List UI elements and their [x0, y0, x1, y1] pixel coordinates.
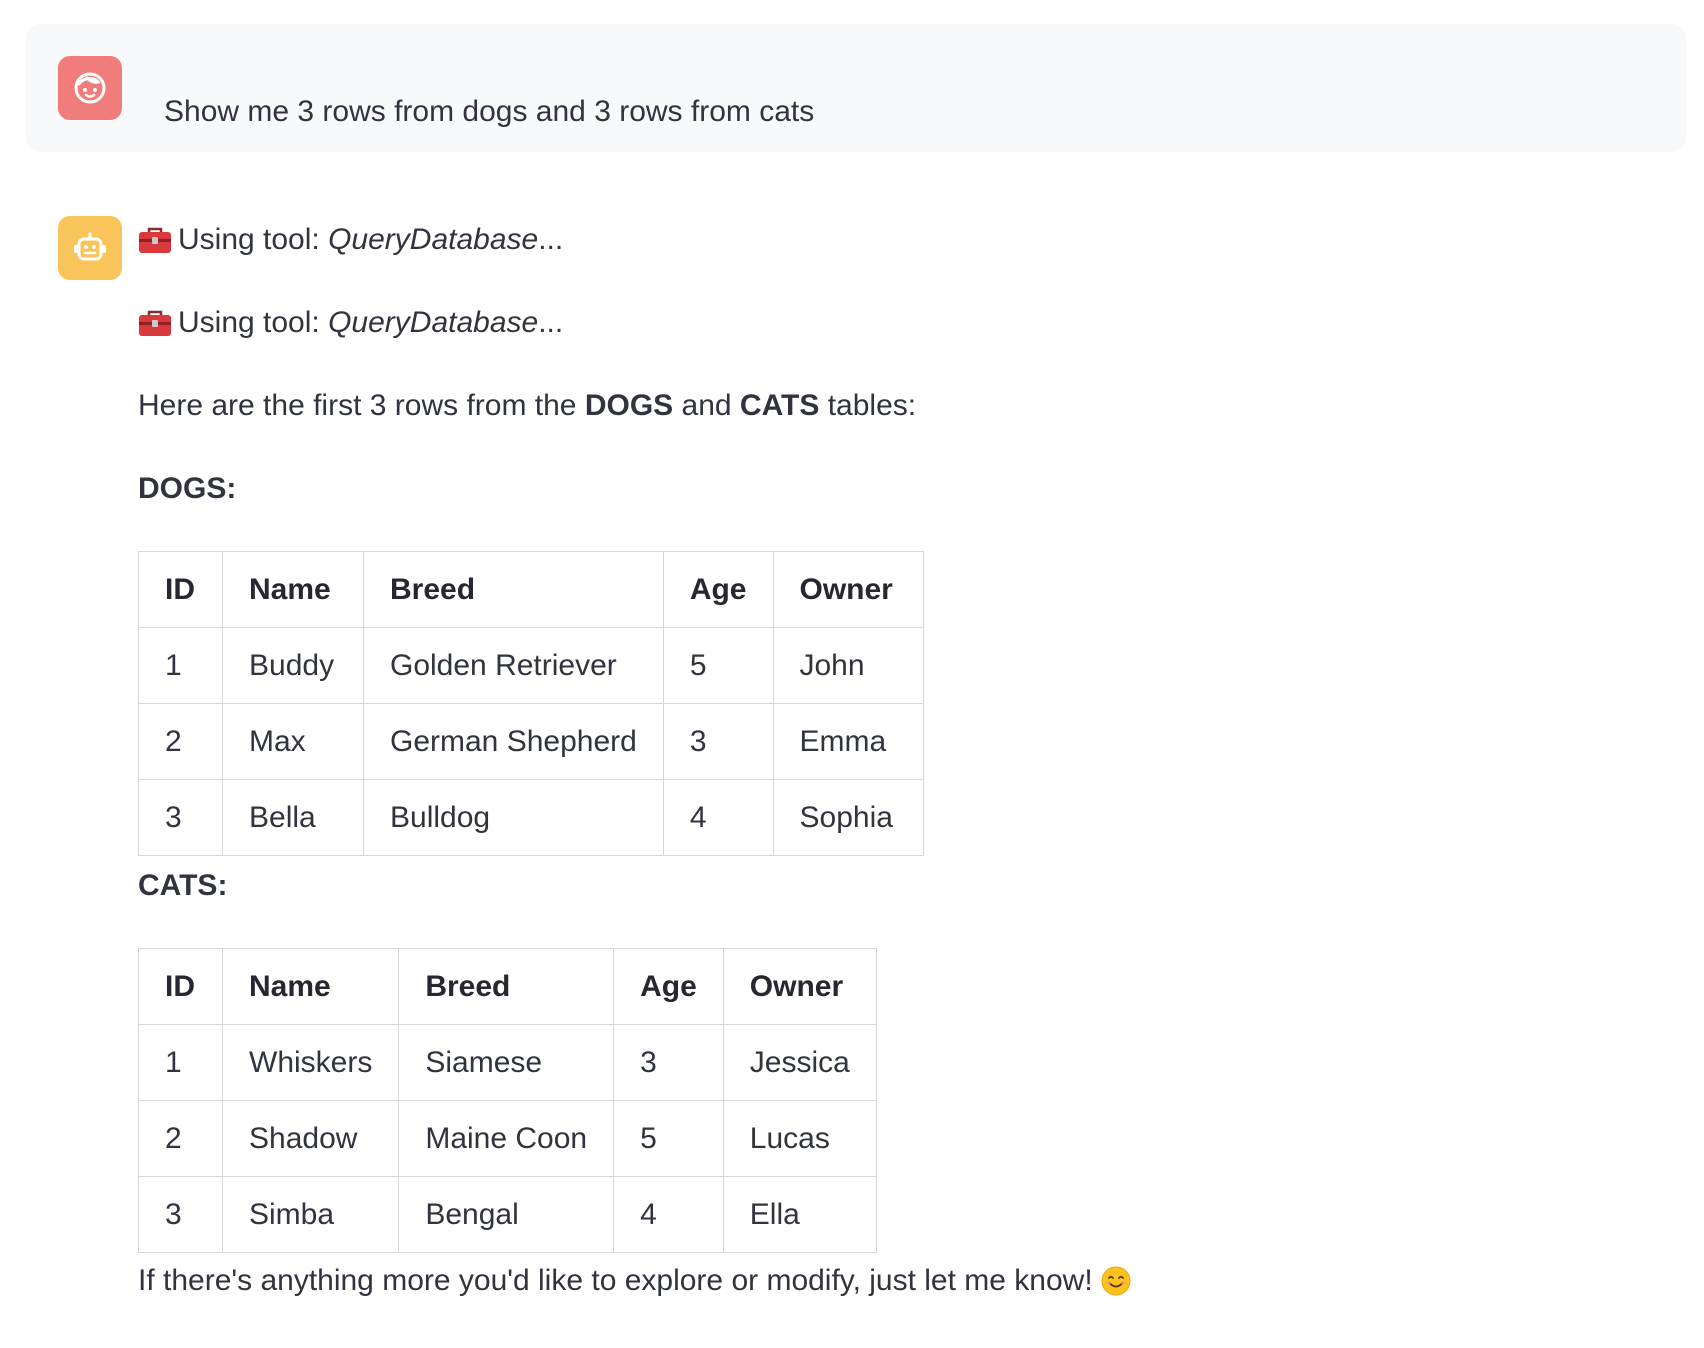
table-row — [139, 780, 924, 856]
table-cell: Jessica — [723, 1025, 876, 1101]
table-row — [139, 628, 924, 704]
table-cell: 2 — [139, 704, 223, 780]
table-cell: 5 — [663, 628, 773, 704]
tool-name: QueryDatabase — [328, 306, 539, 339]
table-cell: 3 — [614, 1025, 724, 1101]
table-cell: Max — [223, 704, 364, 780]
table-cell: Whiskers — [223, 1025, 399, 1101]
user-message — [26, 24, 1686, 152]
table-cell: 3 — [139, 1177, 223, 1253]
table-row — [139, 1025, 877, 1101]
column-header: Age — [663, 552, 773, 628]
assistant-avatar — [58, 216, 122, 280]
user-avatar — [58, 56, 122, 120]
table-cell: 3 — [139, 780, 223, 856]
table-header-row — [139, 552, 924, 628]
table-cell: German Shepherd — [364, 704, 664, 780]
tool-call-suffix: ... — [538, 223, 564, 256]
robot-icon — [70, 228, 110, 268]
column-header: Age — [614, 949, 724, 1025]
table-cell: 1 — [139, 1025, 223, 1101]
toolbox-icon — [138, 226, 172, 254]
table-cell: Sophia — [773, 780, 923, 856]
table-cell: Emma — [773, 704, 923, 780]
dogs-table — [138, 551, 924, 856]
tool-call-prefix: Using tool: — [178, 306, 329, 339]
table-cell: Maine Coon — [399, 1101, 614, 1177]
table-cell: 1 — [139, 628, 223, 704]
user-message-text: Show me 3 rows from dogs and 3 rows from cats — [164, 95, 815, 128]
table-cell: 3 — [663, 704, 773, 780]
column-header: Name — [223, 552, 364, 628]
table-cell: 5 — [614, 1101, 724, 1177]
column-header: Owner — [773, 552, 923, 628]
intro-text: and — [673, 389, 740, 422]
table-cell: Bengal — [399, 1177, 614, 1253]
table-cell: Shadow — [223, 1101, 399, 1177]
cats-table — [138, 948, 877, 1253]
table-cell: Golden Retriever — [364, 628, 664, 704]
intro-dogs-bold: DOGS — [584, 389, 674, 422]
smiling-face-emoji-icon — [1101, 1266, 1131, 1296]
intro-paragraph — [138, 386, 1638, 426]
table-row — [139, 1101, 877, 1177]
tool-name: QueryDatabase — [328, 223, 539, 256]
closing-text: If there's anything more you'd like to explore or modify, just let me know! — [138, 1264, 1093, 1297]
user-face-icon — [70, 68, 110, 108]
intro-cats-bold: CATS — [739, 389, 820, 422]
tool-call-suffix: ... — [538, 306, 564, 339]
table-row — [139, 704, 924, 780]
toolbox-icon — [138, 309, 172, 337]
tool-call-line — [138, 220, 1638, 260]
table-header-row — [139, 949, 877, 1025]
dogs-heading: DOGS: — [138, 472, 237, 505]
table-cell: Siamese — [399, 1025, 614, 1101]
intro-text: tables: — [819, 389, 917, 422]
tool-call-prefix: Using tool: — [178, 223, 329, 256]
table-cell: Ella — [723, 1177, 876, 1253]
table-cell: Buddy — [223, 628, 364, 704]
table-cell: Simba — [223, 1177, 399, 1253]
column-header: Breed — [399, 949, 614, 1025]
table-cell: 4 — [614, 1177, 724, 1253]
column-header: ID — [139, 552, 223, 628]
table-cell: John — [773, 628, 923, 704]
table-row — [139, 1177, 877, 1253]
column-header: Name — [223, 949, 399, 1025]
table-cell: 2 — [139, 1101, 223, 1177]
column-header: Breed — [364, 552, 664, 628]
assistant-message — [138, 220, 1638, 1301]
intro-text: Here are the first 3 rows from the — [138, 389, 585, 422]
table-cell: Bella — [223, 780, 364, 856]
column-header: ID — [139, 949, 223, 1025]
tool-call-line — [138, 303, 1638, 343]
cats-heading: CATS: — [138, 869, 228, 902]
table-cell: Lucas — [723, 1101, 876, 1177]
closing-paragraph — [138, 1261, 1638, 1301]
table-cell: Bulldog — [364, 780, 664, 856]
table-cell: 4 — [663, 780, 773, 856]
column-header: Owner — [723, 949, 876, 1025]
